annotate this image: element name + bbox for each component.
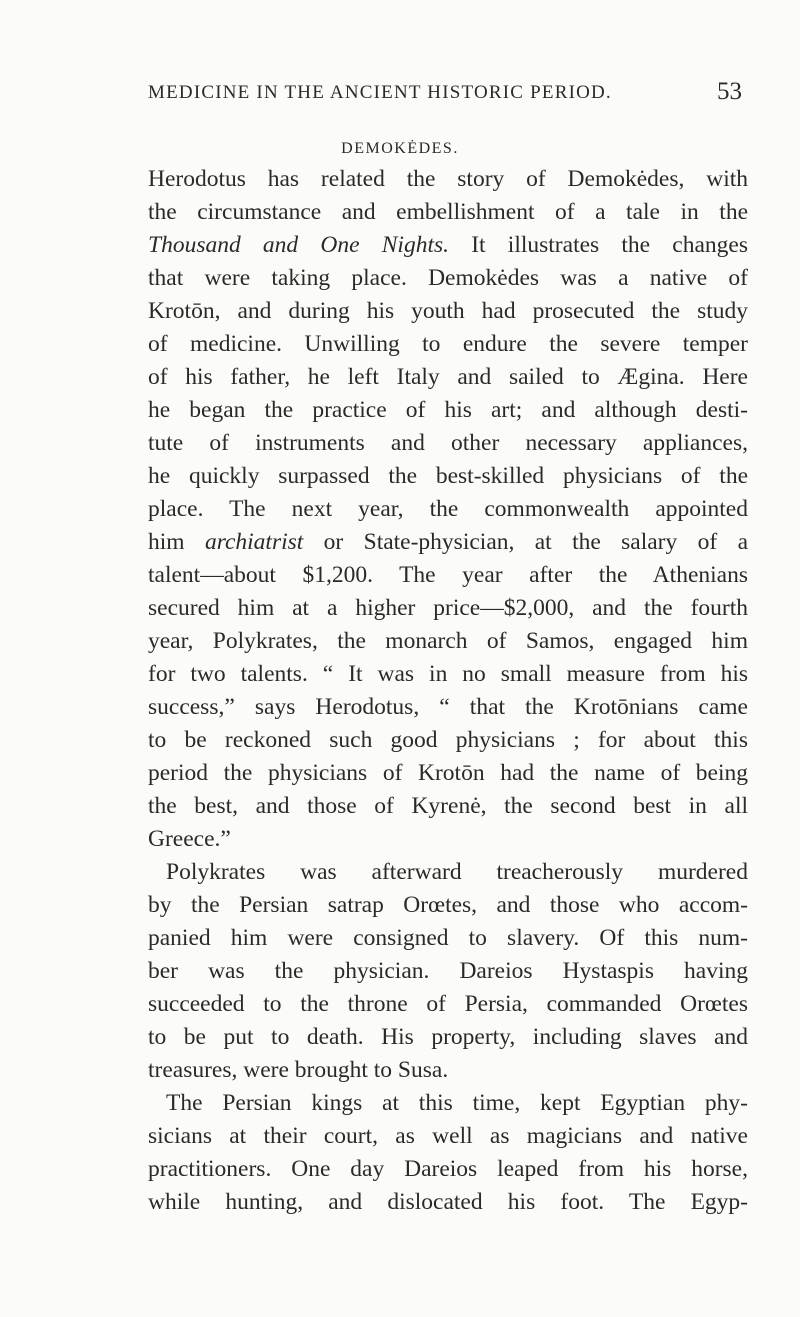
text-line: practitioners. One day Dareios leaped from his horse,	[148, 1156, 748, 1182]
page-number: 53	[717, 78, 742, 105]
text-line: period the physicians of Krotōn had the name of being	[148, 760, 748, 786]
text-line: The Persian kings at this time, kept Egyptian phy-	[166, 1090, 748, 1116]
text-line: place. The next year, the commonwealth appointed	[148, 496, 748, 522]
text-line: succeeded to the throne of Persia, commanded Orœtes	[148, 991, 748, 1017]
text-line: sicians at their court, as well as magicians and native	[148, 1123, 748, 1149]
text-line: the best, and those of Kyrenė, the second best in all	[148, 793, 748, 819]
text-line: he began the practice of his art; and although desti-	[148, 397, 748, 423]
text-line: to be put to death. His property, including slaves and	[148, 1024, 748, 1050]
text-line: talent—about $1,200. The year after the Athenians	[148, 562, 748, 588]
text-line: treasures, were brought to Susa.	[148, 1057, 449, 1083]
section-title: DEMOKĖDES.	[341, 140, 459, 157]
text-line: Greece.”	[148, 826, 231, 852]
text-line: to be reckoned such good physicians ; for about this	[148, 727, 748, 753]
text-line: ber was the physician. Dareios Hystaspis having	[148, 958, 748, 984]
italic-text: Thousand and One Nights.	[148, 232, 450, 258]
text-line: secured him at a higher price—$2,000, and the fourth	[148, 595, 748, 621]
text-line	[148, 229, 748, 262]
text-segment: It illustrates the changes	[449, 232, 748, 258]
text-line: tute of instruments and other necessary appliances,	[148, 430, 748, 456]
text-line: Krotōn, and during his youth had prosecuted the study	[148, 298, 748, 324]
text-line: panied him were consigned to slavery. Of this num-	[148, 925, 748, 951]
text-line: Herodotus has related the story of Demokėdes, with	[148, 166, 748, 192]
italic-text: archiatrist	[204, 529, 304, 555]
text-segment: him	[148, 529, 205, 555]
text-line: while hunting, and dislocated his foot. The Egyp-	[148, 1189, 748, 1215]
text-line: of his father, he left Italy and sailed to Ægina. Here	[148, 364, 748, 390]
text-line: for two talents. “ It was in no small measure from his	[148, 661, 748, 687]
body-text	[148, 163, 748, 1219]
text-segment: or State-physician, at the salary of a	[303, 529, 748, 555]
text-line: year, Polykrates, the monarch of Samos, engaged him	[148, 628, 748, 654]
running-head	[148, 78, 742, 110]
text-line: of medicine. Unwilling to endure the severe temper	[148, 331, 748, 357]
text-line: he quickly surpassed the best-skilled physicians of the	[148, 463, 748, 489]
text-line: Polykrates was afterward treacherously murdered	[166, 859, 748, 885]
text-line	[148, 526, 748, 559]
text-line: the circumstance and embellishment of a tale in the	[148, 199, 748, 225]
running-title: MEDICINE IN THE ANCIENT HISTORIC PERIOD.	[148, 82, 612, 103]
text-line: by the Persian satrap Orœtes, and those who accom-	[148, 892, 748, 918]
text-line: success,” says Herodotus, “ that the Krotōnians came	[148, 694, 748, 720]
text-line: that were taking place. Demokėdes was a native of	[148, 265, 748, 291]
